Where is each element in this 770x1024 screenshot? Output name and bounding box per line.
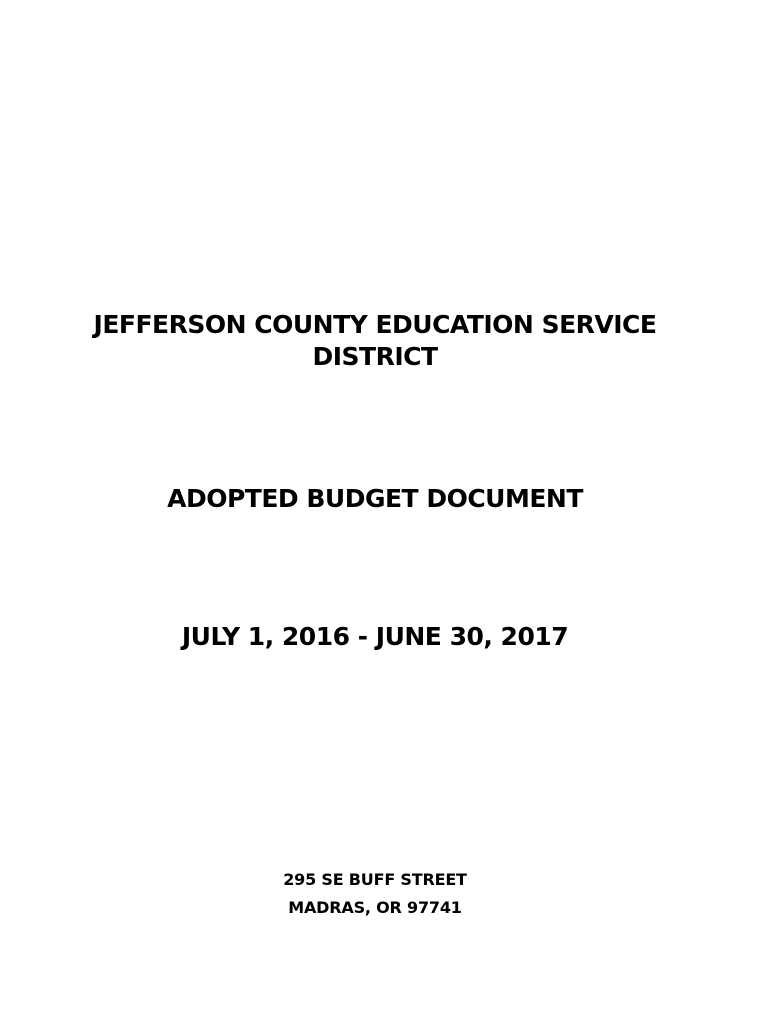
address-street: 295 SE BUFF STREET <box>283 870 467 889</box>
organization-name-line-2: DISTRICT <box>312 342 438 371</box>
organization-name-line-1: JEFFERSON COUNTY EDUCATION SERVICE <box>93 310 657 339</box>
document-type: ADOPTED BUDGET DOCUMENT <box>167 484 583 513</box>
address-city: MADRAS, OR 97741 <box>288 898 462 917</box>
budget-period: JULY 1, 2016 - JUNE 30, 2017 <box>181 622 569 651</box>
